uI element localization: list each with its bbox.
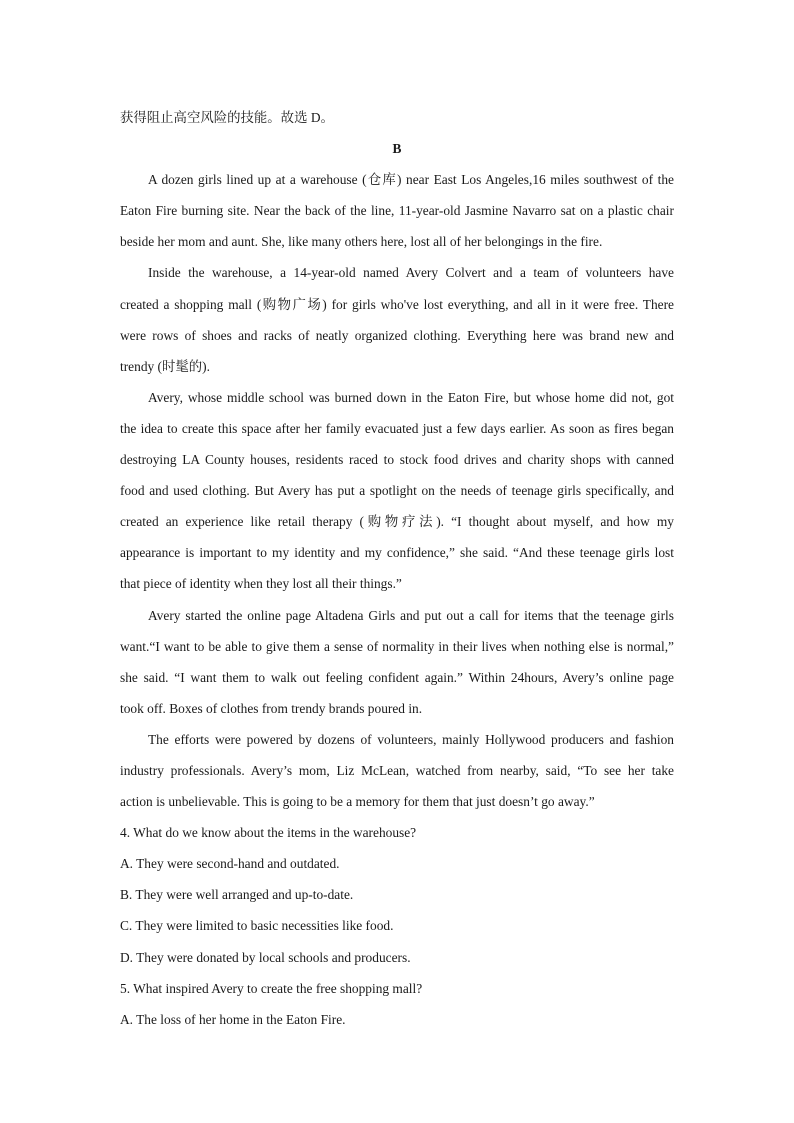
passage-line: action is unbelievable. This is going to be a memory for them that just doesn’t go away.” — [120, 794, 595, 810]
answer-option: B. They were well arranged and up-to-date. — [120, 887, 354, 903]
answer-option: C. They were limited to basic necessities like food. — [120, 918, 394, 934]
previous-answer-tail: 获得阻止高空风险的技能。故选 D。 — [120, 110, 334, 125]
passage-paragraph — [120, 382, 674, 600]
passage-line: created a shopping mall (购物广场) for girls who've lost everything, and all in it were free. There — [120, 296, 674, 312]
passage-line: destroying LA County houses, residents raced to stock food drives and charity shops with canned — [120, 452, 674, 468]
passage-line: created an experience like retail therapy (购物疗法). “I thought about myself, and how my — [120, 514, 674, 530]
passage-paragraph — [120, 724, 674, 817]
reading-passage — [120, 164, 674, 817]
question-block — [120, 817, 674, 972]
passage-paragraph — [120, 600, 674, 724]
answer-option: A. They were second-hand and outdated. — [120, 856, 340, 872]
passage-line: she said. “I want them to walk out feeling confident again.” Within 24hours, Avery’s online page — [120, 669, 674, 685]
passage-line: were rows of shoes and racks of neatly organized clothing. Everything here was brand new and — [120, 327, 674, 343]
passage-line: want.“I want to be able to give them a sense of normality in their lives when nothing else is normal,” — [120, 638, 674, 654]
passage-line: the idea to create this space after her family evacuated just a few days earlier. As soon as fires began — [120, 420, 674, 436]
answer-option: A. The loss of her home in the Eaton Fire. — [120, 1011, 346, 1027]
section-heading: B — [392, 141, 402, 157]
passage-line: Avery, whose middle school was burned down in the Eaton Fire, but whose home did not, got — [148, 389, 674, 405]
passage-line: Avery started the online page Altadena Girls and put out a call for items that the teenage girls — [148, 607, 674, 623]
question-stem: 4. What do we know about the items in the warehouse? — [120, 825, 417, 841]
passage-line: appearance is important to my identity and my confidence,” she said. “And these teenage girls lost — [120, 545, 674, 561]
passage-line: that piece of identity when they lost all their things.” — [120, 576, 402, 592]
passage-paragraph — [120, 257, 674, 381]
passage-line: Inside the warehouse, a 14-year-old named Avery Colvert and a team of volunteers have — [148, 265, 674, 281]
passage-line: took off. Boxes of clothes from trendy brands poured in. — [120, 700, 423, 716]
question-stem: 5. What inspired Avery to create the free shopping mall? — [120, 980, 423, 996]
passage-line: food and used clothing. But Avery has put a spotlight on the needs of teenage girls specifically, and — [120, 483, 674, 499]
passage-line: Eaton Fire burning site. Near the back of the line, 11-year-old Jasmine Navarro sat on a plastic chair — [120, 203, 674, 219]
passage-line: beside her mom and aunt. She, like many others here, lost all of her belongings in the fire. — [120, 234, 603, 250]
passage-line: The efforts were powered by dozens of volunteers, mainly Hollywood producers and fashion — [148, 731, 674, 747]
passage-line: trendy (时髦的). — [120, 358, 210, 374]
passage-line: A dozen girls lined up at a warehouse (仓库) near East Los Angeles,16 miles southwest of the — [148, 172, 674, 188]
question-block — [120, 973, 674, 1035]
passage-line: industry professionals. Avery’s mom, Liz McLean, watched from nearby, said, “To see her take — [120, 762, 674, 778]
answer-option: D. They were donated by local schools and producers. — [120, 949, 411, 965]
passage-paragraph — [120, 164, 674, 257]
document-page — [120, 102, 674, 1035]
